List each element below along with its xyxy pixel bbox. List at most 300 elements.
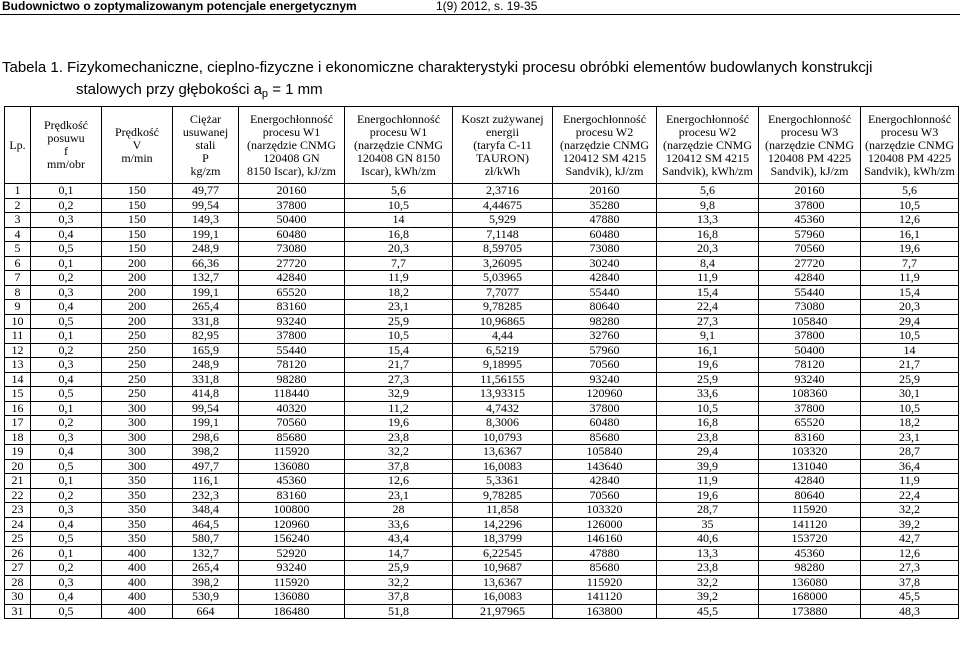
column-header-line: Sandvik), kJ/zm <box>770 163 849 178</box>
table-cell: 250 <box>102 343 173 358</box>
table-cell: 21,7 <box>861 358 959 373</box>
table-cell: 16,8 <box>345 227 453 242</box>
table-cell: 108360 <box>759 387 861 402</box>
column-header <box>861 107 959 184</box>
table-cell: 32,9 <box>345 387 453 402</box>
table-cell: 248,9 <box>173 242 239 257</box>
column-header-line: Lp. <box>9 137 26 152</box>
table-row <box>5 416 959 431</box>
table-cell: 20160 <box>759 184 861 199</box>
table-row <box>5 198 959 213</box>
table-cell: 186480 <box>239 604 345 619</box>
table-cell: 42840 <box>759 474 861 489</box>
table-cell: 16,1 <box>861 227 959 242</box>
table-cell: 0,2 <box>31 488 102 503</box>
table-cell: 28 <box>5 575 31 590</box>
table-row <box>5 575 959 590</box>
table-cell: 0,3 <box>31 575 102 590</box>
table-cell: 165,9 <box>173 343 239 358</box>
table-cell: 16,1 <box>657 343 759 358</box>
table-cell: 9,8 <box>657 198 759 213</box>
table-cell: 5,03965 <box>453 271 553 286</box>
table-row <box>5 184 959 199</box>
table-cell: 29,4 <box>861 314 959 329</box>
table-row <box>5 387 959 402</box>
table-cell: 23,1 <box>861 430 959 445</box>
table-cell: 9,1 <box>657 329 759 344</box>
table-cell: 85680 <box>553 561 657 576</box>
table-cell: 10 <box>5 314 31 329</box>
table-cell: 580,7 <box>173 532 239 547</box>
table-cell: 57960 <box>553 343 657 358</box>
caption-line-2 <box>2 79 960 105</box>
journal-title: Budownictwo o zoptymalizowanym potencjale energetycznym <box>2 0 357 13</box>
table-cell: 20160 <box>553 184 657 199</box>
table-cell: 0,5 <box>31 242 102 257</box>
table-cell: 85680 <box>239 430 345 445</box>
caption-tail: = 1 mm <box>268 81 323 98</box>
table-cell: 5,6 <box>657 184 759 199</box>
table-cell: 156240 <box>239 532 345 547</box>
table-cell: 0,4 <box>31 227 102 242</box>
table-cell: 10,5 <box>345 329 453 344</box>
table-cell: 37800 <box>239 329 345 344</box>
table-cell: 300 <box>102 445 173 460</box>
column-header <box>5 107 31 184</box>
table-cell: 298,6 <box>173 430 239 445</box>
table-cell: 18,3799 <box>453 532 553 547</box>
table-row <box>5 300 959 315</box>
table-cell: 150 <box>102 227 173 242</box>
table-cell: 57960 <box>759 227 861 242</box>
column-header-line: (narzędzie CNMG <box>560 137 649 152</box>
column-header-line: Koszt zużywanej <box>461 111 544 126</box>
table-cell: 65520 <box>759 416 861 431</box>
table-cell: 250 <box>102 329 173 344</box>
table-row <box>5 227 959 242</box>
table-cell: 27,3 <box>345 372 453 387</box>
running-header <box>0 0 960 15</box>
table-row <box>5 343 959 358</box>
table-cell: 163800 <box>553 604 657 619</box>
table-cell: 0,3 <box>31 285 102 300</box>
table-cell: 42840 <box>759 271 861 286</box>
table-cell: 464,5 <box>173 517 239 532</box>
table-cell: 25 <box>5 532 31 547</box>
table-cell: 13,3 <box>657 213 759 228</box>
table-cell: 199,1 <box>173 227 239 242</box>
table-cell: 0,3 <box>31 503 102 518</box>
table-cell: 200 <box>102 285 173 300</box>
table-cell: 7,1148 <box>453 227 553 242</box>
table-cell: 7 <box>5 271 31 286</box>
table-cell: 82,95 <box>173 329 239 344</box>
table-cell: 115920 <box>759 503 861 518</box>
table-row <box>5 503 959 518</box>
table-cell: 50400 <box>759 343 861 358</box>
table-cell: 28,7 <box>657 503 759 518</box>
table-cell: 398,2 <box>173 445 239 460</box>
column-header-line: procesu W2 <box>575 124 634 139</box>
table-cell: 14,7 <box>345 546 453 561</box>
table-cell: 0,3 <box>31 213 102 228</box>
table-body <box>5 184 959 619</box>
table-cell: 400 <box>102 546 173 561</box>
table-cell: 7,7077 <box>453 285 553 300</box>
table-cell: 21,97965 <box>453 604 553 619</box>
table-cell: 11,9 <box>861 271 959 286</box>
table-cell: 25,9 <box>345 561 453 576</box>
table-row <box>5 561 959 576</box>
table-cell: 37800 <box>759 329 861 344</box>
table-cell: 2 <box>5 198 31 213</box>
table-cell: 10,9687 <box>453 561 553 576</box>
table-cell: 5,6 <box>861 184 959 199</box>
table-cell: 7,7 <box>345 256 453 271</box>
table-cell: 23,8 <box>657 430 759 445</box>
table-cell: 31 <box>5 604 31 619</box>
caption-text: stalowych przy głębokości a <box>76 81 262 98</box>
column-header-line: stali <box>195 137 216 152</box>
table-cell: 10,5 <box>861 329 959 344</box>
table-cell: 37800 <box>759 198 861 213</box>
column-header-line: 120408 PM 4225 <box>767 150 852 165</box>
table-row <box>5 372 959 387</box>
table-cell: 19 <box>5 445 31 460</box>
table-cell: 42840 <box>553 474 657 489</box>
table-cell: 24 <box>5 517 31 532</box>
table-cell: 14 <box>345 213 453 228</box>
table-cell: 93240 <box>239 314 345 329</box>
column-header <box>345 107 453 184</box>
column-header-line: usuwanej <box>182 124 229 139</box>
table-cell: 13,6367 <box>453 575 553 590</box>
table-cell: 23,1 <box>345 300 453 315</box>
table-cell: 115920 <box>239 445 345 460</box>
column-header-line: TAURON) <box>475 150 530 165</box>
table-cell: 85680 <box>553 430 657 445</box>
table-cell: 0,1 <box>31 474 102 489</box>
column-header-line: (narzędzie CNMG <box>765 137 854 152</box>
table-cell: 37800 <box>239 198 345 213</box>
table-cell: 37,8 <box>345 459 453 474</box>
table-row <box>5 474 959 489</box>
table-row <box>5 285 959 300</box>
table-cell: 115920 <box>239 575 345 590</box>
table-cell: 168000 <box>759 590 861 605</box>
table-cell: 105840 <box>553 445 657 460</box>
table-cell: 28 <box>345 503 453 518</box>
table-cell: 98280 <box>759 561 861 576</box>
table-cell: 265,4 <box>173 561 239 576</box>
table-cell: 497,7 <box>173 459 239 474</box>
column-header-line: 120408 GN 8150 <box>356 150 441 165</box>
column-header-line: f <box>64 144 68 158</box>
table-row <box>5 445 959 460</box>
table-cell: 0,5 <box>31 314 102 329</box>
table-cell: 350 <box>102 517 173 532</box>
table-cell: 331,8 <box>173 372 239 387</box>
table-cell: 6,5219 <box>453 343 553 358</box>
table-cell: 17 <box>5 416 31 431</box>
table-cell: 120960 <box>239 517 345 532</box>
table-cell: 5,6 <box>345 184 453 199</box>
column-header-line: energii <box>485 124 520 139</box>
table-cell: 120960 <box>553 387 657 402</box>
column-header-line: Sandvik), kWh/zm <box>662 163 753 178</box>
table-cell: 103320 <box>553 503 657 518</box>
table-cell: 250 <box>102 358 173 373</box>
column-header <box>553 107 657 184</box>
table-cell: 37,8 <box>345 590 453 605</box>
table-cell: 37800 <box>553 401 657 416</box>
column-header-line: Ciężar <box>189 111 222 126</box>
column-header-line: posuwu <box>47 131 85 145</box>
table-cell: 0,5 <box>31 387 102 402</box>
table-cell: 9,78285 <box>453 488 553 503</box>
table-cell: 19,6 <box>657 488 759 503</box>
table-cell: 32,2 <box>345 445 453 460</box>
table-cell: 8 <box>5 285 31 300</box>
table-cell: 0,4 <box>31 300 102 315</box>
table-cell: 200 <box>102 256 173 271</box>
table-row <box>5 242 959 257</box>
column-header <box>102 107 173 184</box>
table-cell: 83160 <box>759 430 861 445</box>
table-row <box>5 213 959 228</box>
table-cell: 132,7 <box>173 271 239 286</box>
table-cell: 5 <box>5 242 31 257</box>
table-cell: 93240 <box>759 372 861 387</box>
table-cell: 400 <box>102 590 173 605</box>
column-header-line: procesu W1 <box>262 124 321 139</box>
table-cell: 400 <box>102 575 173 590</box>
table-cell: 30240 <box>553 256 657 271</box>
table-cell: 300 <box>102 401 173 416</box>
table-cell: 30,1 <box>861 387 959 402</box>
column-header <box>759 107 861 184</box>
table-cell: 350 <box>102 503 173 518</box>
table-cell: 173880 <box>759 604 861 619</box>
table-cell: 14,2296 <box>453 517 553 532</box>
table-cell: 0,5 <box>31 604 102 619</box>
column-header-line: kg/zm <box>190 163 221 178</box>
table-cell: 7,7 <box>861 256 959 271</box>
table-cell: 8,3006 <box>453 416 553 431</box>
table-cell: 15,4 <box>861 285 959 300</box>
table-cell: 33,6 <box>345 517 453 532</box>
table-cell: 18,2 <box>861 416 959 431</box>
table-header-row <box>5 107 959 184</box>
table-cell: 0,4 <box>31 445 102 460</box>
table-cell: 98280 <box>239 372 345 387</box>
table-cell: 16,0083 <box>453 459 553 474</box>
column-header-line: 120412 SM 4215 <box>562 150 647 165</box>
table-row <box>5 271 959 286</box>
table-row <box>5 430 959 445</box>
table-cell: 331,8 <box>173 314 239 329</box>
table-cell: 42,7 <box>861 532 959 547</box>
table-row <box>5 314 959 329</box>
table-cell: 200 <box>102 314 173 329</box>
table-cell: 0,3 <box>31 358 102 373</box>
table-cell: 60480 <box>553 227 657 242</box>
table-cell: 5,3361 <box>453 474 553 489</box>
column-header-line: Energochłonność <box>562 111 647 126</box>
column-header-line: zł/kWh <box>484 163 521 178</box>
table-cell: 39,9 <box>657 459 759 474</box>
column-header-line: 120408 PM 4225 <box>867 150 952 165</box>
table-cell: 4,44 <box>453 329 553 344</box>
table-cell: 15,4 <box>657 285 759 300</box>
column-header-line: 120412 SM 4215 <box>665 150 750 165</box>
table-cell: 45360 <box>239 474 345 489</box>
table-cell: 664 <box>173 604 239 619</box>
table-cell: 10,5 <box>861 198 959 213</box>
column-header <box>239 107 345 184</box>
table-cell: 12,6 <box>861 546 959 561</box>
table-cell: 32,2 <box>345 575 453 590</box>
column-header <box>173 107 239 184</box>
table-cell: 40320 <box>239 401 345 416</box>
column-header <box>31 107 102 184</box>
table-cell: 45,5 <box>657 604 759 619</box>
table-cell: 8,59705 <box>453 242 553 257</box>
table-cell: 21,7 <box>345 358 453 373</box>
table-cell: 20160 <box>239 184 345 199</box>
table-cell: 37,8 <box>861 575 959 590</box>
column-header-line: Iscar), kWh/zm <box>361 163 436 178</box>
table-cell: 27,3 <box>861 561 959 576</box>
table-cell: 9,18995 <box>453 358 553 373</box>
table-cell: 42840 <box>553 271 657 286</box>
table-cell: 6,22545 <box>453 546 553 561</box>
table-cell: 20,3 <box>345 242 453 257</box>
table-cell: 0,2 <box>31 416 102 431</box>
table-cell: 11,9 <box>861 474 959 489</box>
table-cell: 30 <box>5 590 31 605</box>
column-header-line: P <box>202 150 209 165</box>
table-cell: 13,93315 <box>453 387 553 402</box>
table-cell: 153720 <box>759 532 861 547</box>
table-cell: 23,8 <box>345 430 453 445</box>
table-cell: 10,5 <box>657 401 759 416</box>
table-cell: 14 <box>861 343 959 358</box>
table-cell: 150 <box>102 242 173 257</box>
table-cell: 10,96865 <box>453 314 553 329</box>
table-cell: 0,2 <box>31 561 102 576</box>
table-cell: 10,5 <box>345 198 453 213</box>
table-cell: 19,6 <box>861 242 959 257</box>
table-cell: 116,1 <box>173 474 239 489</box>
table-cell: 350 <box>102 532 173 547</box>
caption-subscript: p <box>261 88 269 100</box>
table-cell: 19,6 <box>657 358 759 373</box>
table-cell: 0,1 <box>31 184 102 199</box>
table-cell: 16 <box>5 401 31 416</box>
table-cell: 23,1 <box>345 488 453 503</box>
column-header-line: (narzędzie CNMG <box>663 137 752 152</box>
table-cell: 27,3 <box>657 314 759 329</box>
table-cell: 16,0083 <box>453 590 553 605</box>
table-row <box>5 329 959 344</box>
issue-pages: 1(9) 2012, s. 19-35 <box>436 0 538 13</box>
table-cell: 83160 <box>239 300 345 315</box>
table-cell: 414,8 <box>173 387 239 402</box>
table-cell: 348,4 <box>173 503 239 518</box>
table-cell: 0,5 <box>31 459 102 474</box>
column-header-line: Energochłonność <box>249 111 334 126</box>
table-cell: 93240 <box>239 561 345 576</box>
table-cell: 13 <box>5 358 31 373</box>
table-cell: 300 <box>102 430 173 445</box>
table-cell: 4,44675 <box>453 198 553 213</box>
table-cell: 143640 <box>553 459 657 474</box>
table-cell: 27720 <box>239 256 345 271</box>
table-cell: 33,6 <box>657 387 759 402</box>
column-header-line: Energochłonność <box>867 111 952 126</box>
table-cell: 55440 <box>759 285 861 300</box>
table-cell: 39,2 <box>861 517 959 532</box>
table-cell: 6 <box>5 256 31 271</box>
table-cell: 22,4 <box>657 300 759 315</box>
table-cell: 16,8 <box>657 416 759 431</box>
table-row <box>5 604 959 619</box>
table-cell: 99,54 <box>173 198 239 213</box>
table-cell: 0,1 <box>31 401 102 416</box>
column-header-line: (narzędzie CNMG <box>865 137 954 152</box>
column-header-line: (taryfa C-11 <box>473 137 532 152</box>
table-cell: 136080 <box>239 590 345 605</box>
table-cell: 16,8 <box>657 227 759 242</box>
table-cell: 10,0793 <box>453 430 553 445</box>
table-cell: 65520 <box>239 285 345 300</box>
table-cell: 0,1 <box>31 546 102 561</box>
column-header-line: Energochłonność <box>356 111 441 126</box>
table-cell: 199,1 <box>173 285 239 300</box>
table-cell: 0,2 <box>31 271 102 286</box>
table-cell: 115920 <box>553 575 657 590</box>
table-cell: 55440 <box>553 285 657 300</box>
table-cell: 2,3716 <box>453 184 553 199</box>
table-cell: 37800 <box>759 401 861 416</box>
table-cell: 11,2 <box>345 401 453 416</box>
table-cell: 248,9 <box>173 358 239 373</box>
table-cell: 131040 <box>759 459 861 474</box>
table-cell: 0,5 <box>31 532 102 547</box>
table-row <box>5 590 959 605</box>
table-cell: 32760 <box>553 329 657 344</box>
table-cell: 4 <box>5 227 31 242</box>
table-cell: 45360 <box>759 213 861 228</box>
column-header-line: Energochłonność <box>665 111 750 126</box>
table-cell: 400 <box>102 604 173 619</box>
table-cell: 105840 <box>759 314 861 329</box>
column-header <box>453 107 553 184</box>
table-cell: 60480 <box>553 416 657 431</box>
table-row <box>5 532 959 547</box>
column-header-line: Energochłonność <box>767 111 852 126</box>
table-cell: 146160 <box>553 532 657 547</box>
column-header-line: mm/obr <box>47 157 85 171</box>
table-cell: 70560 <box>553 488 657 503</box>
table-cell: 42840 <box>239 271 345 286</box>
table-cell: 15,4 <box>345 343 453 358</box>
table-cell: 150 <box>102 213 173 228</box>
table-cell: 43,4 <box>345 532 453 547</box>
table-cell: 141120 <box>553 590 657 605</box>
table-row <box>5 546 959 561</box>
